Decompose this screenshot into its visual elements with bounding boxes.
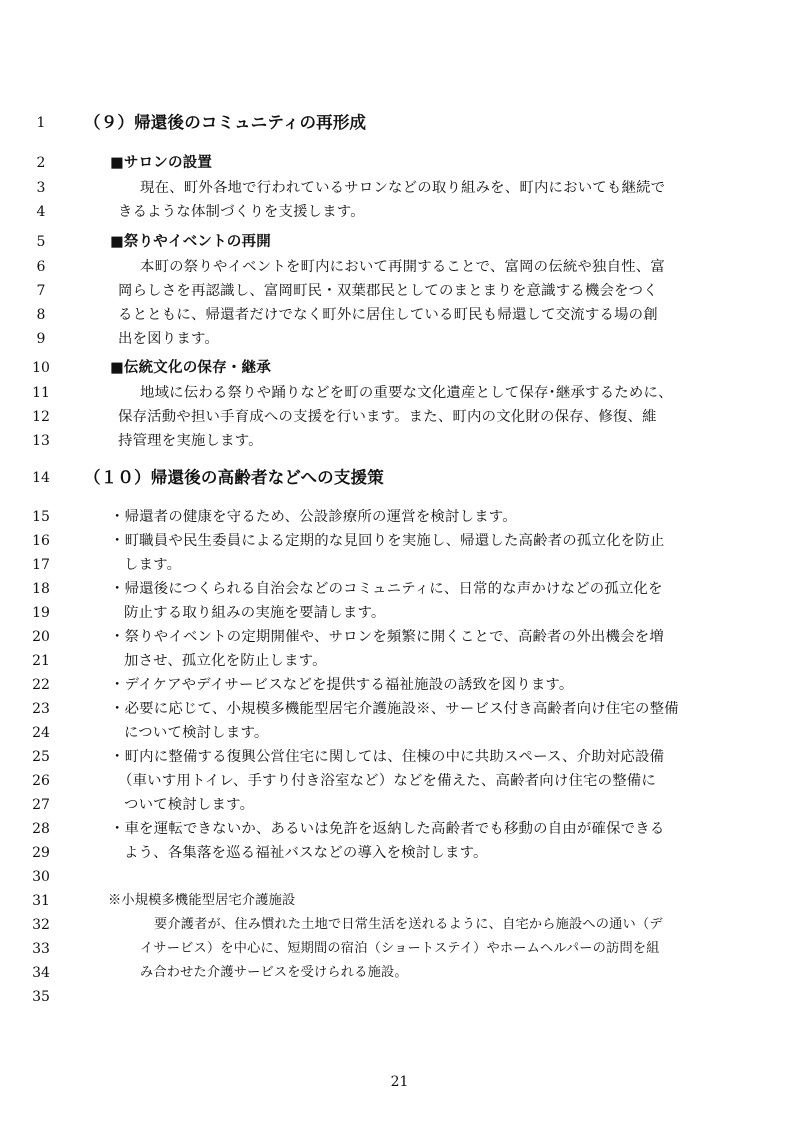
bullet-line bbox=[0, 697, 799, 721]
bullet-line bbox=[0, 577, 799, 601]
line-number: 25 bbox=[32, 749, 50, 765]
line-number: 1 bbox=[36, 115, 46, 131]
body-text: 保存活動や担い手育成への支援を行います。また、町内の文化財の保存、修復、維 bbox=[118, 409, 657, 425]
body-line bbox=[0, 327, 799, 351]
line-number: 8 bbox=[36, 307, 46, 323]
subheading-text: ■伝統文化の保存・継承 bbox=[110, 360, 271, 376]
bullet-line bbox=[0, 529, 799, 553]
line-number: 16 bbox=[32, 533, 50, 549]
bullet-line bbox=[0, 817, 799, 841]
line-number: 7 bbox=[36, 283, 46, 299]
blank-line bbox=[0, 985, 799, 1009]
body-line bbox=[0, 176, 799, 200]
bullet-line bbox=[0, 625, 799, 649]
bullet-text: よう、各集落を巡る福祉バスなどの導入を検討します。 bbox=[124, 845, 488, 861]
body-text: 現在、町外各地で行われているサロンなどの取り組みを、町内においても継続で bbox=[140, 180, 666, 196]
line-number: 10 bbox=[32, 360, 50, 376]
footnote-line bbox=[0, 937, 799, 961]
line-number: 27 bbox=[32, 797, 50, 813]
line-number: 3 bbox=[36, 180, 46, 196]
bullet-line bbox=[0, 673, 799, 697]
line-number: 22 bbox=[32, 677, 50, 693]
body-text: 岡らしさを再認識し、富岡町民・双葉郡民としてのまとまりを意識する機会をつく bbox=[118, 283, 658, 299]
line-number: 33 bbox=[32, 941, 50, 957]
footnote-text: 要介護者が、住み慣れた土地で日常生活を送れるように、自宅から施設への通い（デ bbox=[154, 917, 663, 932]
body-text: きるような体制づくりを支援します。 bbox=[118, 204, 365, 220]
bullet-text: について検討します。 bbox=[124, 725, 269, 741]
line-number: 12 bbox=[32, 409, 50, 425]
body-line bbox=[0, 279, 799, 303]
line-number: 21 bbox=[32, 653, 50, 669]
line-number: 28 bbox=[32, 821, 50, 837]
line-number: 15 bbox=[32, 509, 50, 525]
bullet-line bbox=[0, 505, 799, 529]
bullet-continuation bbox=[0, 793, 799, 817]
page-number: 21 bbox=[390, 1074, 409, 1090]
line-number: 30 bbox=[32, 869, 50, 885]
footnote-line bbox=[0, 961, 799, 985]
footnote-text: イサービス）を中心に、短期間の宿泊（ショートステイ）やホームヘルパーの訪問を組 bbox=[140, 941, 660, 956]
line-number: 18 bbox=[32, 581, 50, 597]
subheading-text: ■サロンの設置 bbox=[110, 155, 213, 171]
heading-text: （９）帰還後のコミュニティの再形成 bbox=[84, 113, 367, 132]
body-line bbox=[0, 381, 799, 405]
line-number: 26 bbox=[32, 773, 50, 789]
subheading-text: ■祭りやイベントの再開 bbox=[110, 234, 271, 250]
line-number: 29 bbox=[32, 845, 50, 861]
line-number: 13 bbox=[32, 433, 50, 449]
line-number: 17 bbox=[32, 557, 50, 573]
subheading-festival bbox=[0, 230, 799, 254]
body-text: 本町の祭りやイベントを町内において再開することで、富岡の伝統や独自性、富 bbox=[140, 259, 665, 275]
body-text: 地域に伝わる祭りや踊りなどを町の重要な文化遺産として保存･継承するために、 bbox=[140, 385, 673, 401]
body-text: 持管理を実施します。 bbox=[118, 433, 263, 449]
bullet-text: ・祭りやイベントの定期開催や、サロンを頻繁に開くことで、高齢者の外出機会を増 bbox=[110, 629, 664, 645]
bullet-continuation bbox=[0, 841, 799, 865]
footnote-line bbox=[0, 913, 799, 937]
bullet-text: （車いす用トイレ、手すり付き浴室など）などを備えた、高齢者向け住宅の整備に bbox=[118, 773, 656, 789]
body-line bbox=[0, 255, 799, 279]
bullet-text: ・デイケアやデイサービスなどを提供する福祉施設の誘致を図ります。 bbox=[110, 677, 574, 693]
line-number: 34 bbox=[32, 965, 50, 981]
bullet-line bbox=[0, 745, 799, 769]
body-line bbox=[0, 200, 799, 224]
footnote-text: み合わせた介護サービスを受けられる施設。 bbox=[140, 965, 408, 980]
line-number: 31 bbox=[32, 893, 50, 909]
line-number: 20 bbox=[32, 629, 50, 645]
section-heading-10 bbox=[0, 466, 799, 490]
line-number: 24 bbox=[32, 725, 50, 741]
bullet-text: ・町職員や民生委員による定期的な見回りを実施し、帰還した高齢者の孤立化を防止 bbox=[110, 533, 665, 549]
line-number: 9 bbox=[36, 331, 46, 347]
line-number: 6 bbox=[36, 259, 46, 275]
bullet-text: ・車を運転できないか、あるいは免許を返納した高齢者でも移動の自由が確保できる bbox=[110, 821, 665, 837]
line-number: 5 bbox=[36, 234, 46, 250]
line-number: 11 bbox=[32, 385, 50, 401]
section-heading-9 bbox=[0, 111, 799, 135]
bullet-continuation bbox=[0, 721, 799, 745]
bullet-text: ・帰還者の健康を守るため、公設診療所の運営を検討します。 bbox=[110, 509, 517, 525]
body-line bbox=[0, 303, 799, 327]
body-line bbox=[0, 405, 799, 429]
line-number: 35 bbox=[32, 989, 50, 1005]
bullet-text: します。 bbox=[124, 557, 182, 573]
line-number: 4 bbox=[36, 204, 46, 220]
heading-text: （１０）帰還後の高齢者などへの支援策 bbox=[84, 468, 384, 487]
bullet-text: 防止する取り組みの実施を要請します。 bbox=[124, 605, 386, 621]
line-number: 32 bbox=[32, 917, 50, 933]
body-line bbox=[0, 429, 799, 453]
body-text: るとともに、帰還者だけでなく町外に居住している町民も帰還して交流する場の創 bbox=[118, 307, 658, 323]
bullet-continuation bbox=[0, 769, 799, 793]
bullet-continuation bbox=[0, 649, 799, 673]
body-text: 出を図ります。 bbox=[118, 331, 219, 347]
bullet-text: ・町内に整備する復興公営住宅に関しては、住棟の中に共助スペース、介助対応設備 bbox=[110, 749, 665, 765]
bullet-text: ・帰還後につくられる自治会などのコミュニティに、日常的な声かけなどの孤立化を bbox=[110, 581, 663, 597]
bullet-text: ・必要に応じて、小規模多機能型居宅介護施設※、サービス付き高齢者向け住宅の整備 bbox=[110, 701, 679, 717]
blank-line bbox=[0, 865, 799, 889]
line-number: 14 bbox=[32, 470, 50, 486]
line-number: 19 bbox=[32, 605, 50, 621]
bullet-continuation bbox=[0, 553, 799, 577]
bullet-text: 加させ、孤立化を防止します。 bbox=[124, 653, 327, 669]
bullet-continuation bbox=[0, 601, 799, 625]
subheading-salon bbox=[0, 151, 799, 175]
subheading-tradition bbox=[0, 356, 799, 380]
line-number: 23 bbox=[32, 701, 50, 717]
line-number: 2 bbox=[36, 155, 46, 171]
bullet-text: ついて検討します。 bbox=[124, 797, 255, 813]
footnote-title bbox=[0, 889, 799, 913]
footnote-text: ※小規模多機能型居宅介護施設 bbox=[108, 893, 296, 908]
